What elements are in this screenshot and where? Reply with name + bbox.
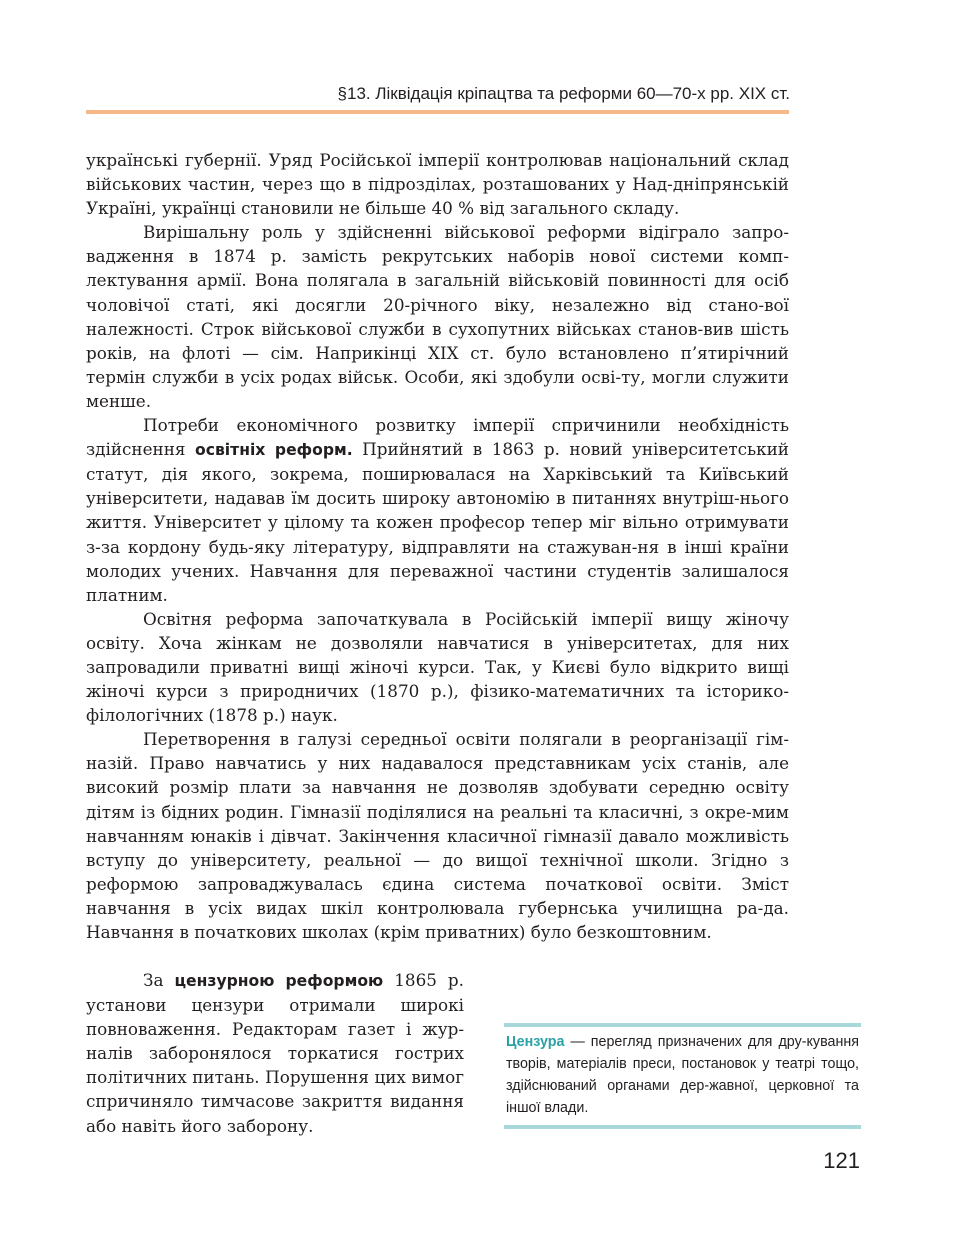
paragraph-4: Освітня реформа започаткувала в Російській імперії вищу жіночу освіту. Хоча жінкам не дозволяли навчатися в університетах, для них запровадили приватні вищі жіночі курси. Так, у Києві було відкрито вищі жіночі курси з природничих (1870 р.), фізико-математичних та історико-філологічних (1878 р.) наук.: [86, 608, 789, 726]
definition-text: [506, 1031, 859, 1119]
paragraph-6: [86, 968, 464, 1138]
paragraph-6-start: За: [143, 970, 175, 990]
definition-term: Цензура: [506, 1034, 565, 1050]
running-header: §13. Ліквідація кріпацтва та реформи 60—70-х рр. XIX ст.: [337, 84, 790, 103]
definition-top-rule: [504, 1023, 861, 1027]
header-rule: [86, 110, 789, 114]
paragraph-3-start: Потреби економічного розвитку імперії спричинили необхідність здійснення: [86, 415, 789, 460]
censorship-reform-term: цензурною реформою: [174, 972, 384, 990]
page-number: 121: [823, 1148, 860, 1173]
main-text: [86, 148, 789, 944]
paragraph-6-end: 1865 р. установи цензури отримали широкі повноваження. Редакторам газет і жур-налів заборонялося торкатися гострих політичних питань. Порушення цих вимог спричиняло тимчасове закриття видання або навіть його заборону.: [86, 970, 465, 1136]
paragraph-5: Перетворення в галузі середньої освіти полягали в реорганізації гім-назій. Право навчатись у них надавалося представникам усіх станів, але високий розмір плати за навчання не дозволяв здобувати середню освіту дітям із бідних родин. Гімназії поділялися на реальні та класичні, з окре-мим навчанням юнаків і дівчат. Закінчення класичної гімназії давало можливість вступу до університету, реальної — до вищої технічної школи. Згідно з реформою запроваджувалась єдина система початкової освіти. Зміст навчання в усіх видах шкіл контролювала губернська училищна ра-да. Навчання в початкових школах (крім приватних) було безкоштовним.: [86, 729, 789, 942]
education-reforms-term: освітніх реформ.: [194, 441, 353, 460]
paragraph-2: Вирішальну роль у здійсненні військової реформи відіграло запро-вадження в 1874 р. замість рекрутських наборів нової системи комп-лектування армії. Вона полягала в загальній військовій повинності для осіб чоловічої статі, які досягли 20-річного віку, незалежно від стано-вої належності. Строк військової служби в сухопутних військах станов-вив шість років, на флоті — сім. Наприкінці XIX ст. було встановлено п’ятирічний термін служби в усіх родах військ. Особи, які здобули осві-ту, могли служити менше.: [86, 222, 789, 411]
definition-body: — перегляд призначених для дру-кування творів, матеріалів преси, постановок у театрі тощо, здійснюваний органами дер-жавної, церковної та іншої влади.: [506, 1034, 859, 1116]
paragraph-3: [86, 413, 789, 607]
definition-box: [504, 1023, 861, 1130]
paragraph-3-end: Прийнятий в 1863 р. новий університетський статут, дія якого, зокрема, поширювалася на Харківський та Київський університети, надавав їм досить широку автономію в питаннях внутріш-нього життя. Університет у цілому та кожен професор тепер міг вільно отримувати з-за кордону будь-яку літературу, відправляти на стажуван-ня в інші країни молодих учених. Навчання для переважної частини студентів залишалося платним.: [86, 439, 789, 605]
definition-bottom-rule: [504, 1125, 861, 1129]
paragraph-1: українські губернії. Уряд Російської імперії контролював національний склад військових частин, через що в підрозділах, розташованих у Над-дніпрянській Україні, українці становили не більше 40 % від загального складу.: [86, 150, 789, 219]
censorship-paragraph-column: [86, 968, 464, 1138]
